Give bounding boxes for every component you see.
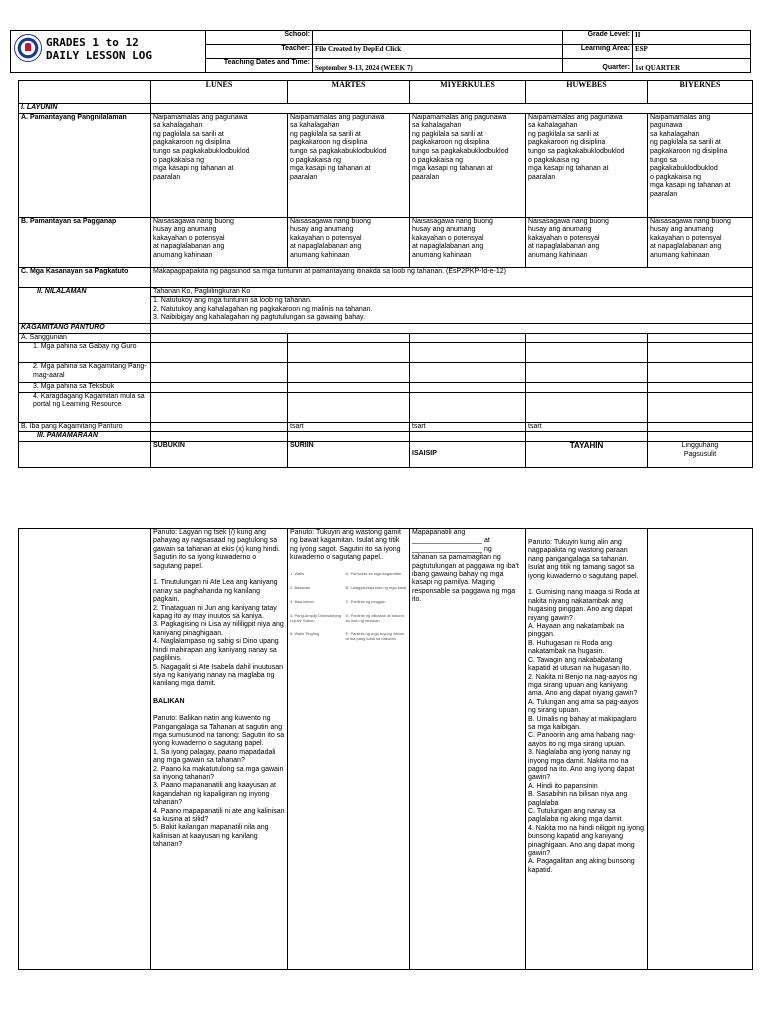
head-suriin: SURIIN — [288, 441, 410, 467]
iba-huwebes: tsart — [526, 422, 648, 432]
match-right-item: C. Panlinis ng pinggan — [345, 598, 386, 604]
head-lingguhang-pagsusulit: Lingguhang Pagsusulit — [648, 441, 753, 467]
kagamitan-row-teksbuk: 3. Mga pahina sa Teksbuk — [19, 383, 151, 393]
grade-label: Grade Level: — [563, 31, 633, 45]
match-left-item: 1. Walis — [290, 570, 305, 576]
nilalaman-item: 3. Naibibigay ang kahalagahan ng pagtutulungan sa gawaing bahay. — [153, 314, 365, 322]
quarter-value: 1st QUARTER — [633, 59, 751, 73]
area-value: ESP — [633, 45, 751, 59]
activities-label-cell — [19, 529, 151, 970]
pamantayan-pagganap-label: B. Pamantayan sa Pagganap — [19, 217, 151, 267]
lesson-log-table — [18, 80, 753, 468]
layunin-blank — [151, 104, 753, 114]
nilalaman-topic: Tahanan Ko, Pagliilingkuran Ko — [151, 287, 753, 297]
activity-martes — [288, 529, 410, 970]
dates-label: Teaching Dates and Time: — [206, 59, 313, 73]
day-header-martes: MARTES — [288, 81, 410, 104]
match-left-item: 3. Basurahan — [290, 598, 314, 604]
subukin-instructions: Panuto: Lagyan ng tsek (/) kung ang pahayag ay nagsasaad ng pagtulong sa gawain sa tahanan at ekis (x) kung hindi. Sagutin ito sa iyong kuwaderno o sagutang papel. 1. Tinutulungan ni Ate Lea ang kaniyang nanay sa paghahanda ng kanilang pagkain. 2. Tinataguan ni Jun ang kaniyang tatay kapag ito ay may inuutos sa kaniya. 3. Pagkagising ni Lisa ay nililigpit niya ang kaniyang pinaghigaan. 4. Naglalampaso ng sahig si Dino upang hindi mahirapan ang kaniyang nanay sa paglilinis. 5. Nagagalit si Ate Isabela dahil inuutusan siya ng kaniyang nanay na maglaba ng kanilang mga damit. — [153, 529, 284, 688]
pagganap-lunes: Naisasagawa nang buong husay ang anumang kakayahan o potensyal at napaglalabanan ang anumang kahinaan — [151, 217, 288, 267]
pangnilalaman-biyernes: Naipamamalas ang pagunawa sa kahalagahan ng pagkilala sa sarili at pagkakaroon ng disiplina tungo sa pagkakabuklodbuklod o pagkakaisa ng mga kasapi ng tahanan at paaralan — [648, 113, 753, 217]
corner-cell — [19, 81, 151, 104]
school-label: School: — [206, 31, 313, 45]
match-right-item: A. Pamunas sa mga kagamitan — [345, 570, 402, 576]
match-right-item: B. Lalagyan/tapunan ng mga kalat — [345, 584, 407, 590]
activity-lunes — [151, 529, 288, 970]
match-left-item: 2. Basahan — [290, 584, 311, 590]
activity-biyernes — [648, 529, 753, 970]
iba-biyernes — [648, 422, 753, 432]
pamantayang-pangnilalaman-label: A. Pamantayang Pangnilalaman — [19, 113, 151, 217]
school-value — [313, 31, 563, 45]
kasanayan-value: Makapagpapakita ng pagsunod sa mga tuntunin at pamantayang itinakda sa loob ng tahanan. (EsP2PKP-Id-e-12) — [151, 267, 753, 287]
pangnilalaman-huwebes: Naipamamalas ang pagunawa sa kahalagahan ng pagkilala sa sarili at pagkakaroon ng disiplina tungo sa pagkakabuklodbuklod o pagkakaisa ng mga kasapi ng tahanan at paaralan — [526, 113, 648, 217]
balikan-heading: BALIKAN — [153, 697, 185, 705]
pangnilalaman-martes: Naipamamalas ang pagunawa sa kahalagahan ng pagkilala sa sarili at pagkakaroon ng disiplina tungo sa pagkakabuklodbuklod o pagkakaisa ng mga kasapi ng tahanan at paaralan — [288, 113, 410, 217]
nilalaman-item: 1. Natutukoy ang mga tuntunin sa loob ng tahanan. — [153, 297, 312, 305]
kagamitan-blank — [151, 323, 753, 333]
section-kagamitan: KAGAMITANG PANTURO — [19, 323, 151, 333]
day-header-miyerkules: MIYERKULES — [410, 81, 526, 104]
form-title-line2: DAILY LESSON LOG — [46, 49, 152, 62]
activity-miyerkules: Mapapanatili ang __________________ at __________________ ng tahanan sa pamamagitan ng pagtutulungan at paggawa ng iba't ibang gawaing bahay ng mga kasapi ng pamilya. Maging responsable sa paggawa ng mga ito. — [410, 529, 526, 970]
iba-lunes — [151, 422, 288, 432]
area-label: Learning Area: — [563, 45, 633, 59]
logo-cell — [11, 31, 206, 73]
section-layunin: I. LAYUNIN — [19, 104, 151, 114]
kagamitan-row-gabay: 1. Mga pahina sa Gabay ng Guro — [19, 343, 151, 363]
quarter-label: Quarter: — [563, 59, 633, 73]
match-left-item: 4. Pang-ampaj/ Dishwashing Liquid/ Sabon — [290, 612, 341, 623]
iba-miyerkules: tsart — [410, 422, 526, 432]
section-nilalaman: II. NILALAMAN — [19, 287, 151, 323]
kasanayan-label: C. Mga Kasanayan sa Pagkatuto — [19, 267, 151, 287]
activities-table — [18, 528, 753, 970]
pagganap-biyernes: Naisasagawa nang buong husay ang anumang kakayahan o potensyal at napaglalabanan ang anumang kahinaan — [648, 217, 753, 267]
iba-pang-kagamitan-label: B. Iba pang Kagamitang Panturo — [19, 422, 151, 432]
pangnilalaman-miyerkules: Naipamamalas ang pagunawa sa kahalagahan ng pagkilala sa sarili at pagkakaroon ng disiplina tungo sa pagkakabuklodbuklod o pagkakaisa ng mga kasapi ng tahanan at paaralan — [410, 113, 526, 217]
teacher-label: Teacher: — [206, 45, 313, 59]
pagganap-martes: Naisasagawa nang buong husay ang anumang kakayahan o potensyal at napaglalabanan ang anumang kahinaan — [288, 217, 410, 267]
match-right-item: D. Panlinis ng alikabok at basura sa loob ng tahanan — [345, 612, 404, 623]
pagganap-miyerkules: Naisasagawa nang buong husay ang anumang kakayahan o potensyal at napaglalabanan ang anumang kahinaan — [410, 217, 526, 267]
match-left-item: 5. Walis Tingting — [290, 630, 320, 636]
head-tayahin: TAYAHIN — [526, 441, 648, 467]
form-title-line1: GRADES 1 to 12 — [46, 36, 139, 49]
balikan-instructions: Panuto: Balikan natin ang kuwento ng Pangangalaga sa Tahanan at sagutin ang mga sumusunod na tanong: Sagutin ito sa iyong kuwaderno o sagutang papel. 1. Sa iyong palagay, paano mapadadali ang mga gawain sa tahanan? 2. Paano ka makatutulong sa mga gawain sa inyong tahanan? 3. Paano mapananatili ang kaayusan at kagandahan ng kapaligiran ng inyong tahanan? 4. Paano mapapanatili ni ate ang kalinisan sa kusina at silid? 5. Bakit kailangan mapanatili nila ang kalinisan at kaayusan ng kanilang tahanan? — [153, 715, 285, 849]
sanggunian-label: A. Sanggunian — [19, 333, 151, 343]
nilalaman-items — [151, 297, 753, 324]
teacher-value: File Created by DepEd Click — [313, 45, 563, 59]
kagamitan-row-kagamitan: 2. Mga pahina sa Kagamitang Pang-mag-aaral — [19, 363, 151, 383]
activity-huwebes: Panuto: Tukuyin kung alin ang nagpapakita ng wastong paraan nang pangangalaga sa tahanan. Isulat ang titik ng tamang sagot sa iyong kuwaderno o sagutang papel. 1. Gumising nang maaga si Roda at nakita niyang nakatambak ang hugasing pinggan. Ano ang dapat niyang gawin? A. Hayaan ang nakatambak na pinggan. B. Huhugasan ni Roda ang nakatambak na hugasin. C. Tawagin ang nakababatang kapatid at utusan na hugasan ito. 2. Nakita ni Benjo na nag-aayos ng mga sirang upuan ang kaniyang ama. Ano ang dapat niyang gawin? A. Tulungan ang ama sa pag-aayos ng sirang upuan. B. Umalis ng bahay at makipaglaro sa mga kaibigan. C. Panoorin ang ama habang nag-aayos ito ng mga sirang upuan. 3. Naglalaba ang iyong nanay ng inyong mga damit. Nakita mo na pagod na ito. Ano ang iyong dapat gawin? A. Hindi ito papansinin B. Sasabihin na bilisan niya ang paglalaba C. Tutulungan ang nanay sa paglalaba ng aking mga damit 4. Nakita mo na hindi niligpit ng iyong bunsong kapatid ang kaniyang pinaghigaan. Ano ang dapat mong gawin? A. Pagagalitan ang aking bunsong kapatid. — [526, 529, 648, 970]
iba-martes: tsart — [288, 422, 410, 432]
kagamitan-row-karagdagan: 4. Karagdagang Kagamitan mula sa portal ng Learning Resource — [19, 392, 151, 422]
head-subukin: SUBUKIN — [151, 441, 288, 467]
pagganap-huwebes: Naisasagawa nang buong husay ang anumang kakayahan o potensyal at napaglalabanan ang anumang kahinaan — [526, 217, 648, 267]
nilalaman-item: 2. Natutukoy ang kahalagahan ng pagkakaroon ng malinis na tahanan. — [153, 305, 373, 313]
matching-worksheet — [290, 571, 407, 645]
dates-value: September 9-13, 2024 (WEEK 7) — [313, 59, 563, 73]
head-isaisip: ISAISIP — [410, 441, 526, 467]
day-header-biyernes: BIYERNES — [648, 81, 753, 104]
pamamaraan-blank — [19, 441, 151, 467]
day-header-huwebes: HUWEBES — [526, 81, 648, 104]
match-right-item: E. Panlinis ng mga tuyong dahon at iba pang kalat sa bakuran — [345, 630, 405, 641]
day-header-lunes: LUNES — [151, 81, 288, 104]
pangnilalaman-lunes: Naipamamalas ang pagunawa sa kahalagahan ng pagkilala sa sarili at pagkakaroon ng disiplina tungo sa pagkakabuklodbuklod o pagkakaisa ng mga kasapi ng tahanan at paaralan — [151, 113, 288, 217]
section-pamamaraan: III. PAMAMARAAN — [19, 432, 151, 442]
header-table — [10, 30, 751, 73]
grade-value: II — [633, 31, 751, 45]
suriin-instructions: Panuto: Tukuyin ang wastong gamit ng bawat kagamitan. Isulat ang titik ng iyong sagot. Sagutin ito sa iyong kuwaderno o sagutang papel.. — [290, 529, 401, 562]
